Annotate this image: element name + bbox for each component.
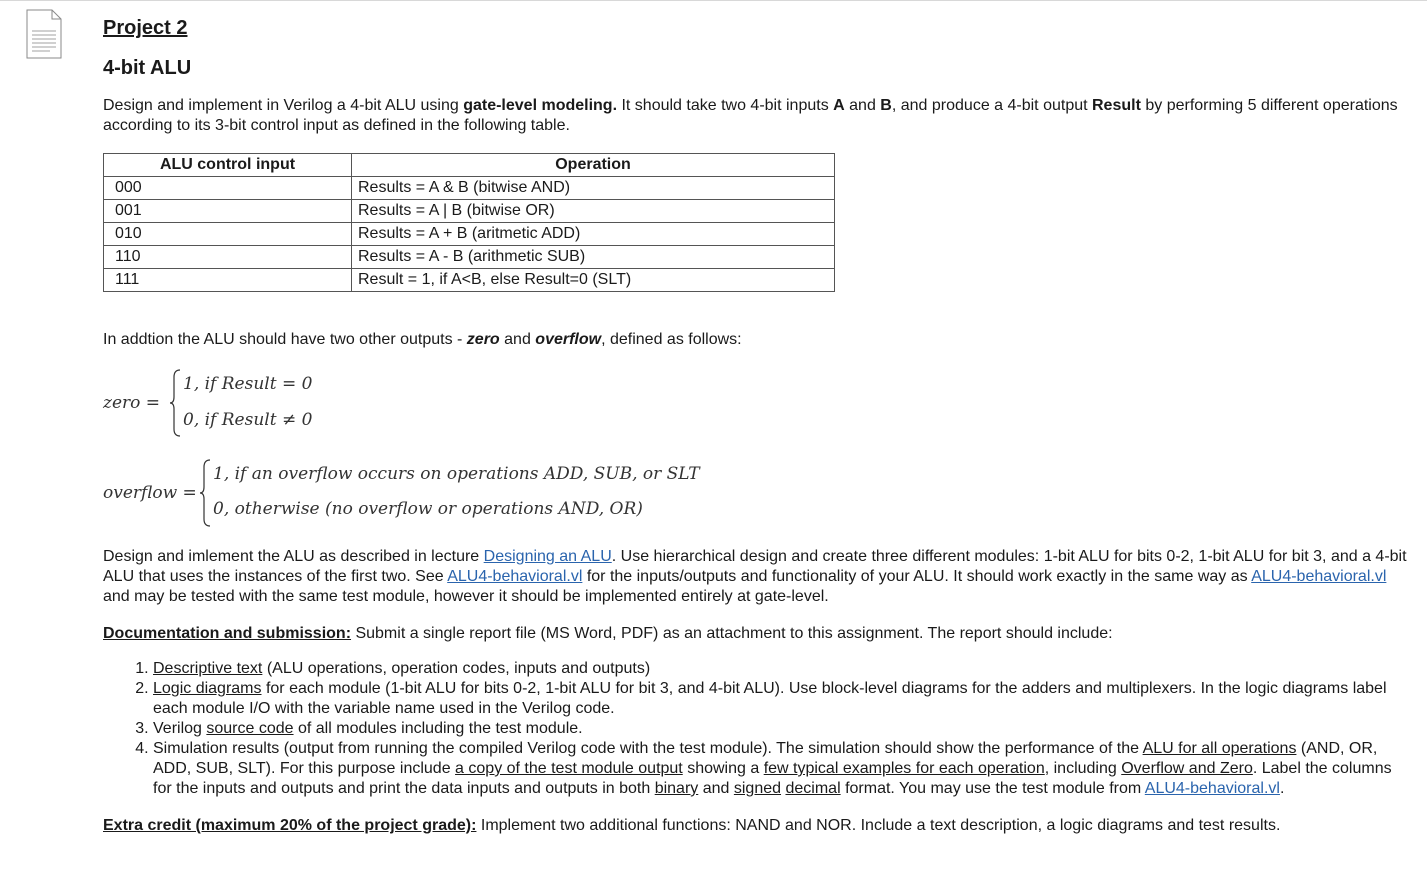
- alu-operations-table: [103, 153, 835, 292]
- list-item: 1. Descriptive text (ALU operations, operation codes, inputs and outputs): [153, 659, 1413, 679]
- alu4-behavioral-link[interactable]: ALU4-behavioral.vl: [1251, 568, 1387, 585]
- control-code-cell: 001: [104, 200, 352, 223]
- design-paragraph: Design and imlement the ALU as described in lecture Designing an ALU. Use hierarchical design and create three different modules: 1-bit ALU for bits 0-2, 1-bit ALU for bit 3, and a 4-bit ALU that uses the instances of the first two. See ALU4-behavioral.vl for the inputs/outputs and functionality of your ALU. It should work exactly in the same way as ALU4-behavioral.vl and may be tested with the same test module, however it should be implemented entirely at gate-level.: [103, 548, 1407, 605]
- top-divider: [0, 0, 1427, 1]
- table-header: Operation: [352, 154, 835, 177]
- page-title: Project 2: [103, 17, 188, 39]
- page-subtitle: 4-bit ALU: [103, 57, 192, 79]
- list-item: 3. Verilog source code of all modules including the test module.: [153, 719, 1413, 739]
- table-row: [104, 223, 835, 246]
- zero-equation-lhs: zero =: [103, 393, 161, 413]
- table-row: [104, 200, 835, 223]
- list-item: 2. Logic diagrams for each module (1-bit ALU for bits 0-2, 1-bit ALU for bit 3, and 4-bit ALU). Use block-level diagrams for the adders and multiplexers. In the logic diagrams label each module I/O with the variable name used in the Verilog code.: [153, 679, 1413, 719]
- control-code-cell: 110: [104, 246, 352, 269]
- overflow-case-1: 1, if an overflow occurs on operations ADD, SUB, or SLT: [213, 464, 700, 484]
- operation-cell: Results = A - B (arithmetic SUB): [352, 246, 835, 269]
- overflow-equation-lhs: overflow =: [103, 483, 197, 503]
- table-header: ALU control input: [104, 154, 352, 177]
- list-item: 4. Simulation results (output from running the compiled Verilog code with the test module). The simulation should show the performance of the ALU for all operations (AND, OR, ADD, SUB, SLT). For this purpose include a copy of the test module output showing a few typical examples for each operation, including Overflow and Zero. Label the columns for the inputs and outputs and print the data inputs and outputs in both binary and signed decimal format. You may use the test module from ALU4-behavioral.vl.: [153, 739, 1413, 799]
- table-row: [104, 246, 835, 269]
- document-body: [103, 14, 1413, 836]
- document-icon: [26, 9, 62, 59]
- zero-equation: [103, 369, 1413, 439]
- outputs-paragraph: In addtion the ALU should have two other outputs - zero and overflow, defined as follows:: [103, 331, 742, 348]
- zero-case-1: 1, if Result = 0: [183, 374, 313, 394]
- operation-cell: Results = A | B (bitwise OR): [352, 200, 835, 223]
- extra-credit-paragraph: Extra credit (maximum 20% of the project grade): Implement two additional functions: NAND and NOR. Include a text description, a logic diagrams and test results.: [103, 817, 1281, 834]
- overflow-equation: [103, 459, 1413, 529]
- designing-alu-link[interactable]: Designing an ALU: [483, 548, 612, 565]
- left-brace-icon: [169, 369, 181, 437]
- control-code-cell: 000: [104, 177, 352, 200]
- operation-cell: Results = A & B (bitwise AND): [352, 177, 835, 200]
- overflow-case-2: 0, otherwise (no overflow or operations AND, OR): [213, 499, 643, 519]
- extra-credit-heading: Extra credit (maximum 20% of the project grade):: [103, 817, 477, 834]
- intro-paragraph: Design and implement in Verilog a 4-bit ALU using gate-level modeling. It should take two 4-bit inputs A and B, and produce a 4-bit output Result by performing 5 different operations according to its 3-bit control input as defined in the following table.: [103, 97, 1398, 134]
- zero-case-2: 0, if Result ≠ 0: [183, 410, 313, 430]
- alu4-behavioral-link[interactable]: ALU4-behavioral.vl: [447, 568, 583, 585]
- table-header-row: [104, 154, 835, 177]
- alu4-behavioral-link[interactable]: ALU4-behavioral.vl: [1144, 780, 1280, 797]
- report-requirements-list: [103, 659, 1413, 799]
- control-code-cell: 010: [104, 223, 352, 246]
- documentation-heading: Documentation and submission:: [103, 625, 352, 642]
- left-brace-icon: [199, 459, 211, 527]
- operation-cell: Result = 1, if A<B, else Result=0 (SLT): [352, 269, 835, 292]
- operation-cell: Results = A + B (aritmetic ADD): [352, 223, 835, 246]
- table-row: [104, 269, 835, 292]
- table-row: [104, 177, 835, 200]
- documentation-paragraph: Documentation and submission: Submit a single report file (MS Word, PDF) as an attachment to this assignment. The report should include:: [103, 625, 1113, 642]
- control-code-cell: 111: [104, 269, 352, 292]
